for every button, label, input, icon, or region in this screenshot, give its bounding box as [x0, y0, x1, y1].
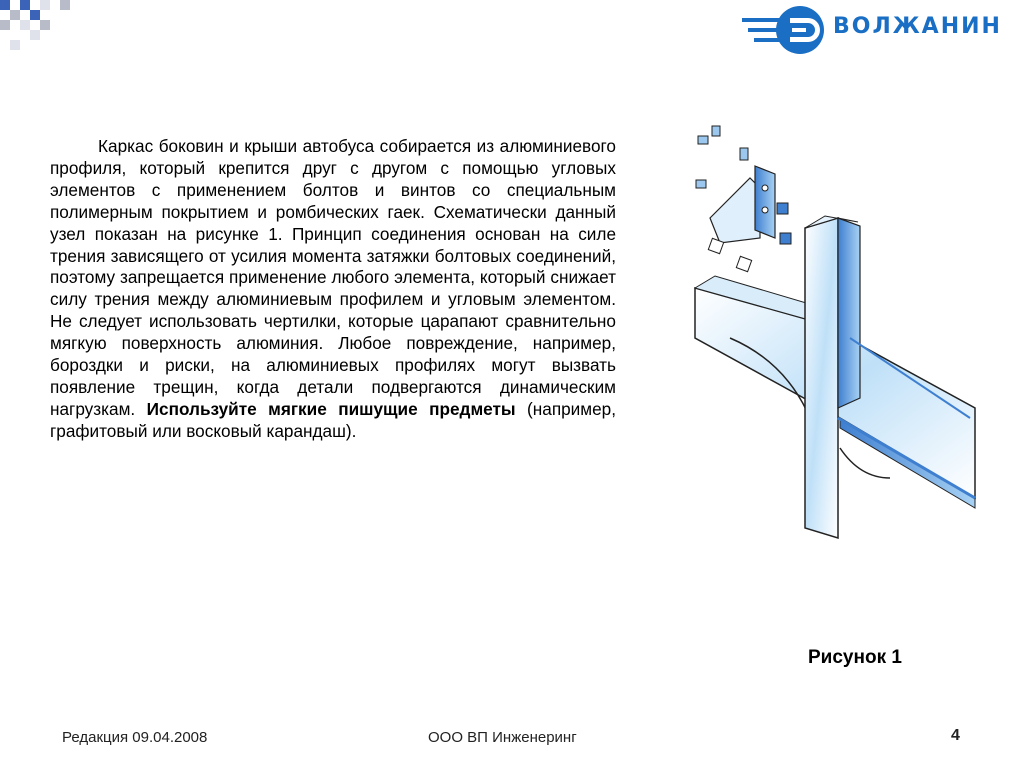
body-paragraph-main: Каркас боковин и крыши автобуса собирается из алюминиевого профиля, который крепится друг с другом с помощью угловых элементов с применением болтов и винтов со специальным полимерным покрытием и ромбических гаек. Схематически данный узел показан на рисунке 1. Принцип соединения основан на силе трения зависящего от усилия момента затяжки болтовых соединений, поэтому запрещается применение любого элемента, который снижает силу трения между алюминиевым профилем и угловым элементом. Не следует использовать чертилки, которые царапают сравнительно мягкую поверхность алюминия. Любое повреждение, например, бороздки и риски, на алюминиевых профилях могут вызвать появление трещин, когда детали подвергаются динамическим нагрузкам. [50, 136, 616, 419]
body-text [50, 136, 616, 443]
figure-caption: Рисунок 1 [808, 647, 902, 668]
body-paragraph-tail: (например, графитовый или восковый карандаш). [50, 398, 616, 441]
logo-wordmark: ВОЛЖАНИН [833, 14, 1002, 39]
corner-decoration [0, 0, 80, 60]
page-number: 4 [951, 727, 960, 744]
body-paragraph-bold: Используйте мягкие пишущие предметы [146, 398, 516, 419]
footer-revision: Редакция 09.04.2008 [62, 729, 208, 746]
profile-joint-illustration [690, 118, 980, 548]
footer-company: ООО ВП Инженеринг [428, 729, 577, 746]
body-paragraph [50, 136, 616, 443]
